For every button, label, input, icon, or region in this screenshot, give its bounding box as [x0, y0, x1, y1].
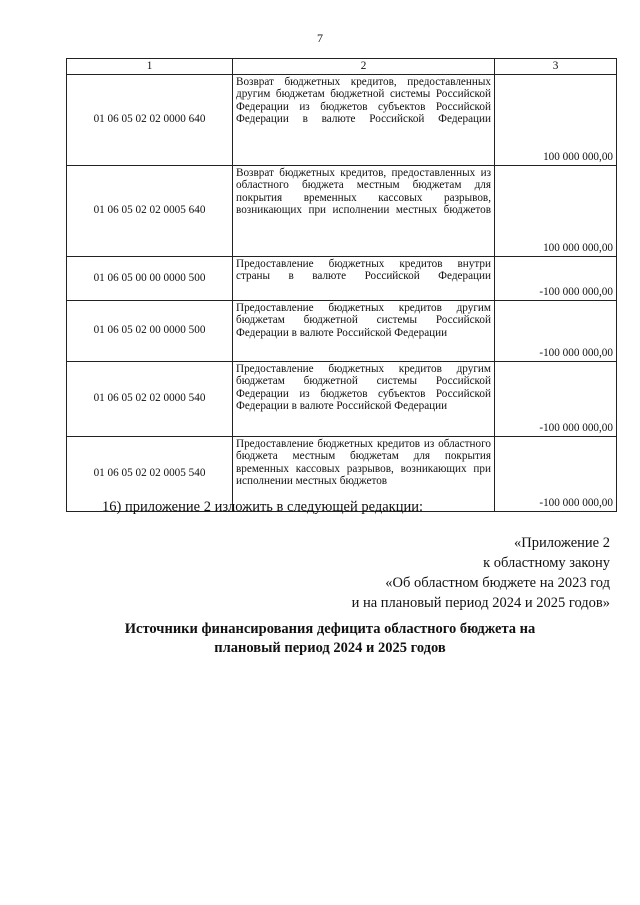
row-description: Предоставление бюджетных кредитов внутри страны в валюте Российской Федерации — [233, 256, 495, 300]
section-heading — [90, 620, 570, 658]
appendix-line: к областному закону — [483, 555, 610, 571]
page-number: 7 — [317, 31, 323, 45]
table-row — [67, 361, 617, 436]
heading-line: Источники финансирования дефицита областного бюджета на — [124, 621, 536, 637]
row-amount: 100 000 000,00 — [495, 165, 617, 256]
heading-line: плановый период 2024 и 2025 годов — [214, 640, 446, 656]
table-row — [67, 256, 617, 300]
table-row — [67, 165, 617, 256]
appendix-reference — [352, 533, 610, 613]
row-description: Возврат бюджетных кредитов, предоставленных другим бюджетам бюджетной системы Российской Федерации из бюджетов субъектов Российской Федерации в валюте Российской Федерации — [233, 74, 495, 165]
classification-code: 01 06 05 02 02 0005 640 — [67, 165, 233, 256]
row-description: Предоставление бюджетных кредитов другим бюджетам бюджетной системы Российской Федерации из бюджетов субъектов Российской Федерации в валюте Российской Федерации — [233, 361, 495, 436]
column-header-3: 3 — [495, 59, 617, 75]
appendix-line: и на плановый период 2024 и 2025 годов» — [351, 595, 610, 611]
classification-code: 01 06 05 02 02 0000 540 — [67, 361, 233, 436]
classification-code: 01 06 05 02 00 0000 500 — [67, 300, 233, 361]
row-description: Предоставление бюджетных кредитов другим бюджетам бюджетной системы Российской Федерации в валюте Российской Федерации — [233, 300, 495, 361]
table-header-row — [67, 59, 617, 75]
row-amount: -100 000 000,00 — [495, 361, 617, 436]
budget-sources-table — [66, 58, 617, 512]
appendix-line: «Приложение 2 — [514, 535, 610, 551]
table-row — [67, 300, 617, 361]
column-header-2: 2 — [233, 59, 495, 75]
row-amount: -100 000 000,00 — [495, 256, 617, 300]
row-amount: -100 000 000,00 — [495, 300, 617, 361]
classification-code: 01 06 05 02 02 0000 640 — [67, 74, 233, 165]
classification-code: 01 06 05 00 00 0000 500 — [67, 256, 233, 300]
appendix-line: «Об областном бюджете на 2023 год — [385, 575, 610, 591]
amendment-instruction: 16) приложение 2 изложить в следующей редакции: — [102, 499, 424, 515]
table-row — [67, 74, 617, 165]
row-amount: 100 000 000,00 — [495, 74, 617, 165]
classification-code: 01 06 05 02 02 0005 540 — [67, 436, 233, 511]
row-description: Предоставление бюджетных кредитов из областного бюджета местным бюджетам для покрытия временных кассовых разрывов, возникающих при исполнении местных бюджетов — [233, 436, 495, 511]
row-amount: -100 000 000,00 — [495, 436, 617, 511]
row-description: Возврат бюджетных кредитов, предоставленных из областного бюджета местным бюджетам для покрытия временных кассовых разрывов, возникающих при исполнении местных бюджетов — [233, 165, 495, 256]
column-header-1: 1 — [67, 59, 233, 75]
